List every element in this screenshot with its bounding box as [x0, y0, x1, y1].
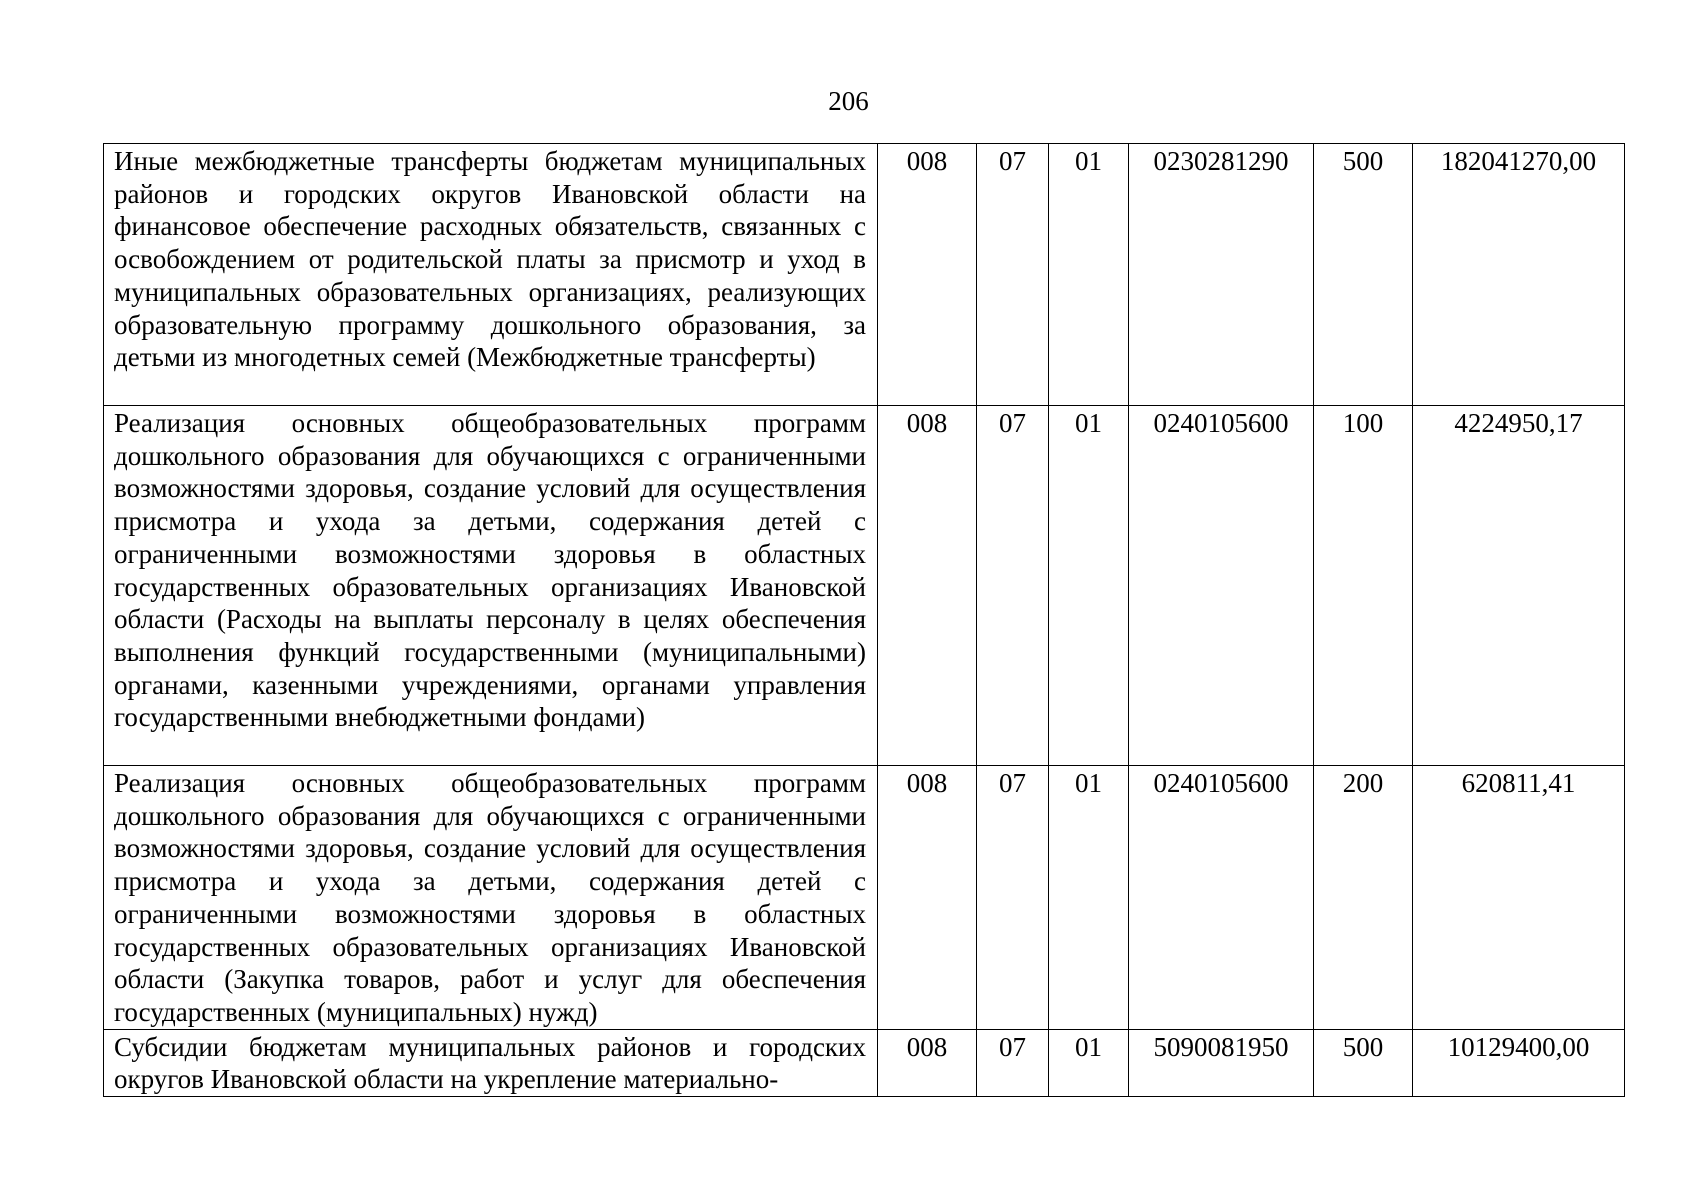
subsection-code: 01: [1049, 766, 1129, 1030]
target-article-code: 0240105600: [1129, 766, 1314, 1030]
table-row: [104, 1029, 1625, 1096]
ministry-code: 008: [878, 1029, 977, 1096]
section-code: 07: [977, 1029, 1049, 1096]
subsection-code: 01: [1049, 406, 1129, 766]
target-article-code: 0230281290: [1129, 144, 1314, 406]
target-article-code: 5090081950: [1129, 1029, 1314, 1096]
expense-type-code: 500: [1314, 1029, 1413, 1096]
expense-description-text: Субсидии бюджетам муниципальных районов и городских округов Ивановской области на укрепление материально-: [114, 1031, 866, 1095]
target-article-code: 0240105600: [1129, 406, 1314, 766]
budget-expenditure-table: [103, 143, 1625, 1097]
amount-value: 10129400,00: [1413, 1029, 1625, 1096]
amount-value: 620811,41: [1413, 766, 1625, 1030]
expense-description: Реализация основных общеобразовательных программ дошкольного образования для обучающихся с ограниченными возможностями здоровья, создание условий для осуществления присмотра и ухода за детьми, содержания детей с ограниченными возможностями здоровья в областных государственных образовательных организациях Ивановской области (Закупка товаров, работ и услуг для обеспечения государственных (муниципальных) нужд): [104, 766, 878, 1030]
section-code: 07: [977, 144, 1049, 406]
section-code: 07: [977, 406, 1049, 766]
page-number: 206: [828, 86, 869, 116]
section-code: 07: [977, 766, 1049, 1030]
table-row: [104, 406, 1625, 766]
expense-description: Реализация основных общеобразовательных программ дошкольного образования для обучающихся с ограниченными возможностями здоровья, создание условий для осуществления присмотра и ухода за детьми, содержания детей с ограниченными возможностями здоровья в областных государственных образовательных организациях Ивановской области (Расходы на выплаты персоналу в целях обеспечения выполнения функций государственными (муниципальными) органами, казенными учреждениями, органами управления государственными внебюджетными фондами): [104, 406, 878, 766]
ministry-code: 008: [878, 406, 977, 766]
table-row: [104, 766, 1625, 1030]
expense-type-code: 200: [1314, 766, 1413, 1030]
expense-type-code: 500: [1314, 144, 1413, 406]
amount-value: 4224950,17: [1413, 406, 1625, 766]
amount-value: 182041270,00: [1413, 144, 1625, 406]
table-row: [104, 144, 1625, 406]
subsection-code: 01: [1049, 144, 1129, 406]
expense-description: [104, 1029, 878, 1096]
subsection-code: 01: [1049, 1029, 1129, 1096]
expense-type-code: 100: [1314, 406, 1413, 766]
ministry-code: 008: [878, 144, 977, 406]
expense-description: Иные межбюджетные трансферты бюджетам муниципальных районов и городских округов Ивановской области на финансовое обеспечение расходных обязательств, связанных с освобождением от родительской платы за присмотр и уход в муниципальных образовательных организациях, реализующих образовательную программу дошкольного образования, за детьми из многодетных семей (Межбюджетные трансферты): [104, 144, 878, 406]
ministry-code: 008: [878, 766, 977, 1030]
